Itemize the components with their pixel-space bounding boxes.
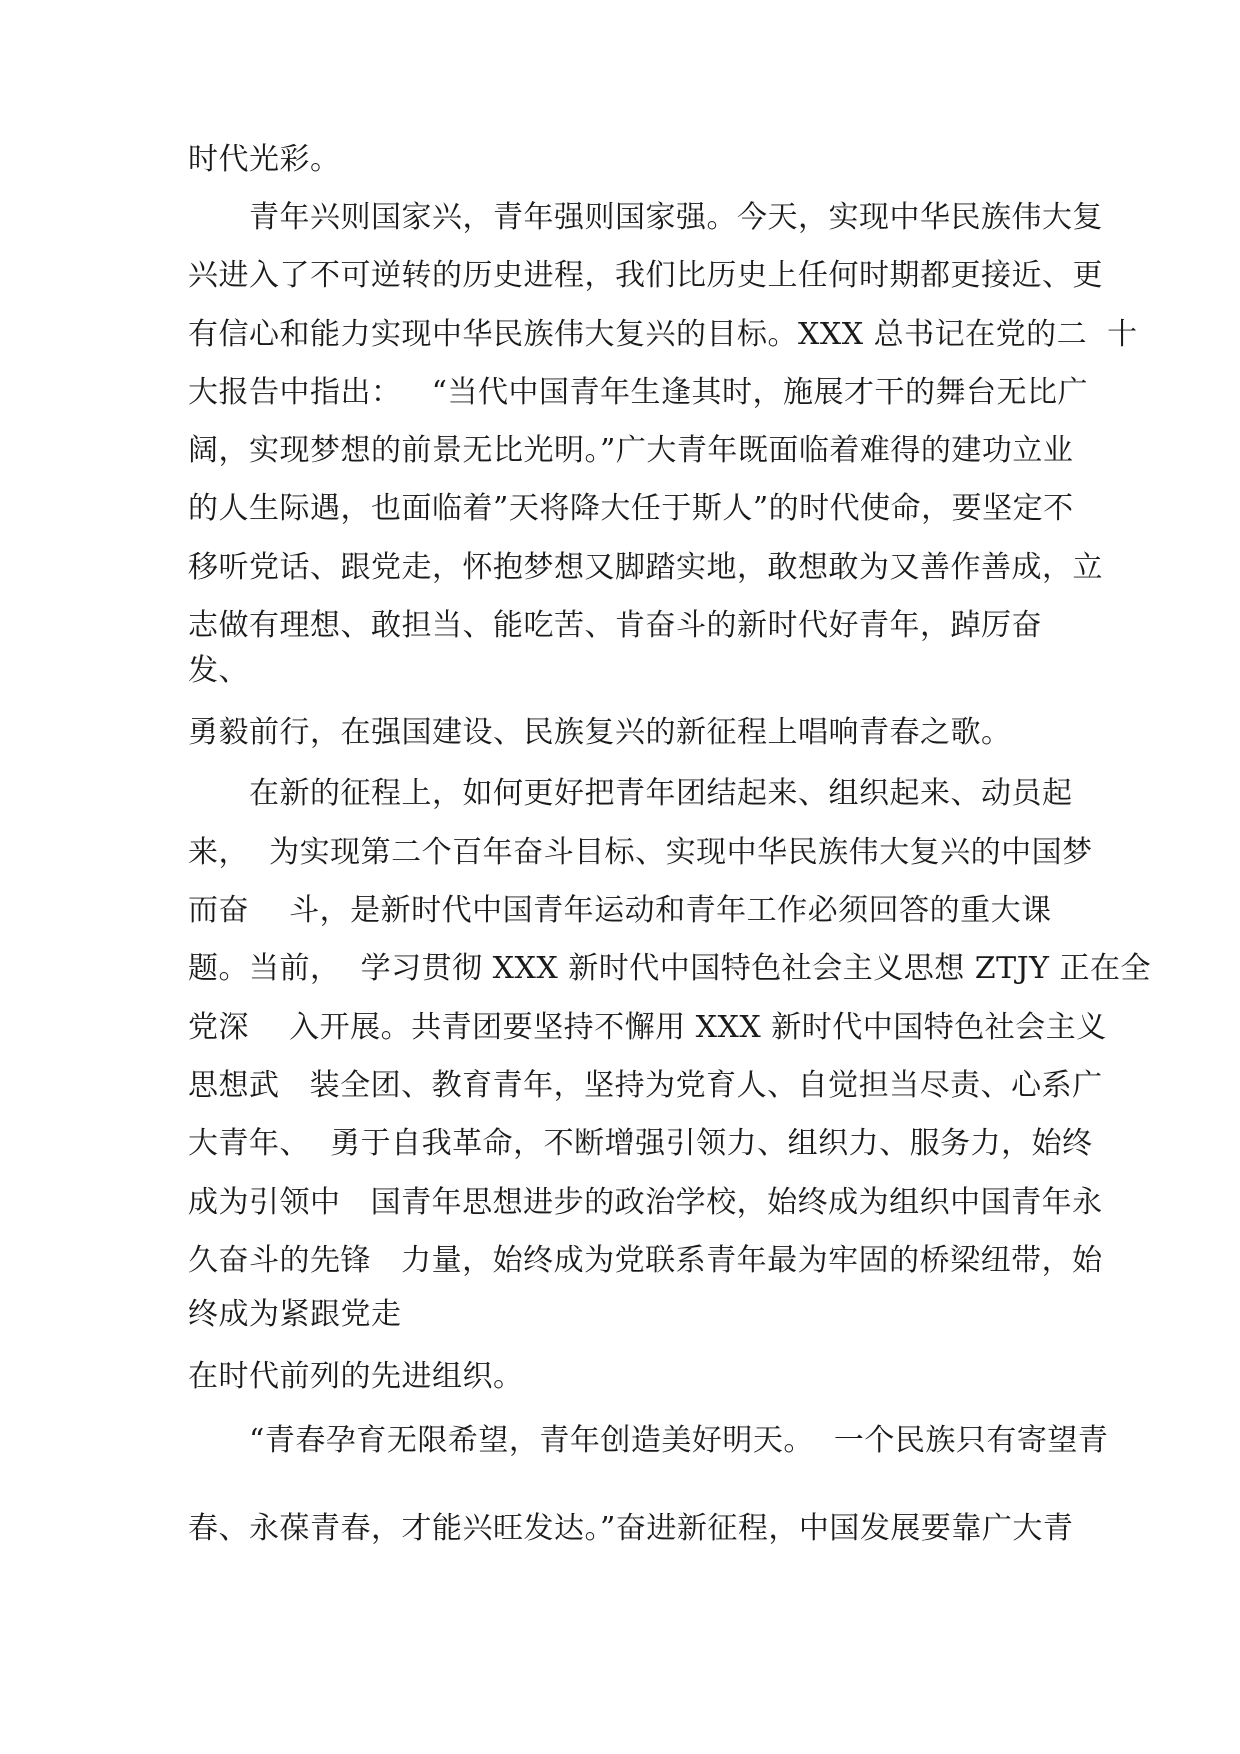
text-line: 久奋斗的先锋 力量，始终成为党联系青年最为牢固的桥梁纽带，始 xyxy=(188,1243,1103,1278)
text-line: 发、 xyxy=(188,653,249,688)
text-line: 勇毅前行，在强国建设、民族复兴的新征程上唱响青春之歌。 xyxy=(188,715,1012,750)
text-line: 终成为紧跟党走 xyxy=(188,1297,402,1332)
text-line: 的人生际遇，也面临着”天将降大任于斯人”的时代使命，要坚定不 xyxy=(188,491,1074,526)
text-line: 党深 入开展。共青团要坚持不懈用 XXX 新时代中国特色社会主义 xyxy=(188,1010,1107,1045)
text-line: 思想武 装全团、教育青年，坚持为党育人、自觉担当尽责、心系广 xyxy=(188,1068,1103,1103)
text-line: 青年兴则国家兴，青年强则国家强。今天，实现中华民族伟大复 xyxy=(188,200,1103,235)
text-line: 阔，实现梦想的前景无比光明。”广大青年既面临着难得的建功立业 xyxy=(188,433,1074,468)
text-line: 大报告中指出： “当代中国青年生逢其时，施展才干的舞台无比广 xyxy=(188,375,1088,410)
text-line: 时代光彩。 xyxy=(188,142,341,177)
text-line: 成为引领中 国青年思想进步的政治学校，始终成为组织中国青年永 xyxy=(188,1185,1103,1220)
text-line: 来， 为实现第二个百年奋斗目标、实现中华民族伟大复兴的中国梦 xyxy=(188,835,1093,870)
text-line: 移听党话、跟党走，怀抱梦想又脚踏实地，敢想敢为又善作善成，立 xyxy=(188,550,1103,585)
text-line: 在时代前列的先进组织。 xyxy=(188,1359,524,1394)
text-line: “青春孕育无限希望，青年创造美好明天。 一个民族只有寄望青 xyxy=(188,1423,1109,1458)
text-line: 而奋 斗，是新时代中国青年运动和青年工作必须回答的重大课 xyxy=(188,893,1052,928)
text-line: 春、永葆青春，才能兴旺发达。”奋进新征程，中国发展要靠广大青 xyxy=(188,1511,1074,1546)
text-line: 在新的征程上，如何更好把青年团结起来、组织起来、动员起 xyxy=(188,776,1073,811)
text-line: 兴进入了不可逆转的历史进程，我们比历史上任何时期都更接近、更 xyxy=(188,258,1103,293)
text-line: 有信心和能力实现中华民族伟大复兴的目标。XXX 总书记在党的二 十 xyxy=(188,317,1138,352)
text-line: 志做有理想、敢担当、能吃苦、肯奋斗的新时代好青年，踔厉奋 xyxy=(188,608,1042,643)
text-line: 大青年、 勇于自我革命，不断增强引领力、组织力、服务力，始终 xyxy=(188,1126,1093,1161)
text-line: 题。当前， 学习贯彻 XXX 新时代中国特色社会主义思想 ZTJY 正在全 xyxy=(188,951,1151,986)
